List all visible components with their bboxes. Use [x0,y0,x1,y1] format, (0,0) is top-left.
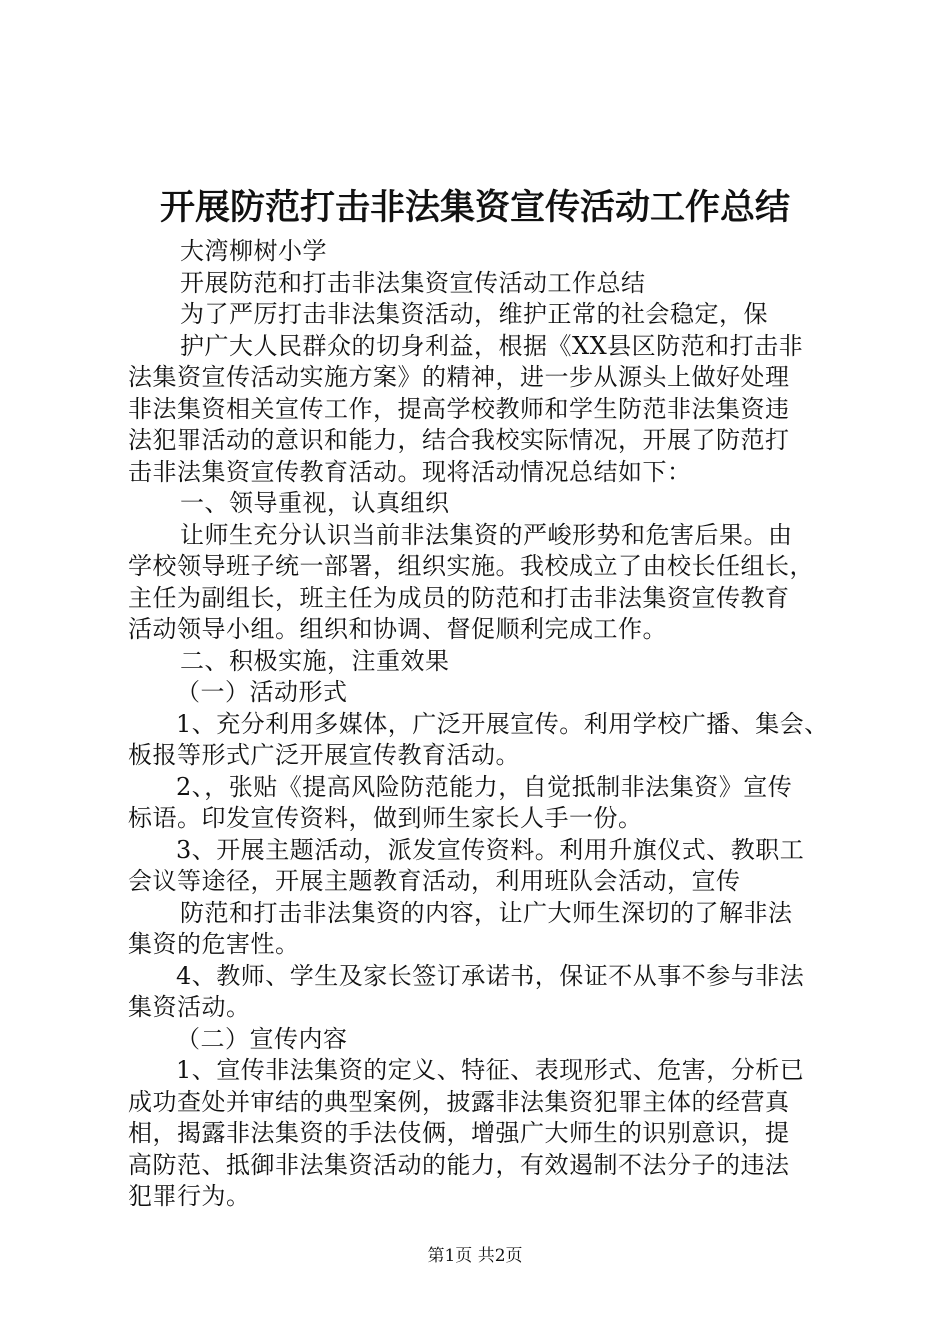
paragraph-line: 犯罪行为。 [128,1182,251,1210]
section-heading: 二、积极实施，注重效果 [180,646,450,675]
paragraph-line: 法集资宣传活动实施方案》的精神，进一步从源头上做好处理 [128,363,790,391]
paragraph-line: 标语。印发宣传资料，做到师生家长人手一份。 [128,804,643,832]
paragraph-line: 4、教师、学生及家长签订承诺书，保证不从事不参与非法 [176,961,805,990]
paragraph-line: 集资活动。 [128,993,251,1021]
paragraph-line: 2、，张贴《提高风险防范能力，自觉抵制非法集资》宣传 [176,772,793,801]
paragraph-line: 板报等形式广泛开展宣传教育活动。 [128,741,520,769]
paragraph-line: 3、开展主题活动，派发宣传资料。利用升旗仪式、教职工 [176,835,805,864]
page-number-footer: 第1页 共2页 [427,1246,523,1266]
document-body [128,236,828,1213]
paragraph-line: 让师生充分认识当前非法集资的严峻形势和危害后果。由 [180,520,793,549]
school-name-line: 大湾柳树小学 [180,237,327,265]
paragraph-line: 成功查处并审结的典型案例，披露非法集资犯罪主体的经营真 [128,1087,790,1116]
section-heading: 一、领导重视，认真组织 [180,489,450,517]
paragraph-line: 集资的危害性。 [128,930,300,958]
paragraph-line: 护广大人民群众的切身利益，根据《XX县区防范和打击非 [180,331,804,360]
paragraph-line: 高防范、抵御非法集资活动的能力，有效遏制不法分子的违法 [128,1150,790,1179]
paragraph-line: 防范和打击非法集资的内容，让广大师生深切的了解非法 [180,898,793,927]
paragraph-line: 击非法集资宣传教育活动。现将活动情况总结如下： [128,457,692,486]
paragraph-line: 主任为副组长，班主任为成员的防范和打击非法集资宣传教育 [128,583,790,612]
paragraph-line: 1、充分利用多媒体，广泛开展宣传。利用学校广播、集会、 [176,709,829,738]
paragraph-line: 活动领导小组。组织和协调、督促顺利完成工作。 [128,615,667,643]
subtitle-line: 开展防范和打击非法集资宣传活动工作总结 [180,268,646,297]
paragraph-line: 相，揭露非法集资的手法伎俩，增强广大师生的识别意识，提 [128,1119,790,1147]
paragraph-line: 会议等途径，开展主题教育活动，利用班队会活动，宣传 [128,867,741,895]
paragraph-line: 非法集资相关宣传工作，提高学校教师和学生防范非法集资违 [128,394,790,423]
paragraph-line: 为了严厉打击非法集资活动，维护正常的社会稳定，保 [180,300,768,328]
subsection-heading: （二）宣传内容 [176,1024,348,1053]
paragraph-line: 法犯罪活动的意识和能力，结合我校实际情况，开展了防范打 [128,426,790,454]
paragraph-line: 1、宣传非法集资的定义、特征、表现形式、危害，分析已 [176,1056,805,1084]
subsection-heading: （一）活动形式 [176,678,348,706]
paragraph-line: 学校领导班子统一部署，组织实施。我校成立了由校长任组长， [128,552,814,580]
document-title: 开展防范打击非法集资宣传活动工作总结 [159,187,790,228]
